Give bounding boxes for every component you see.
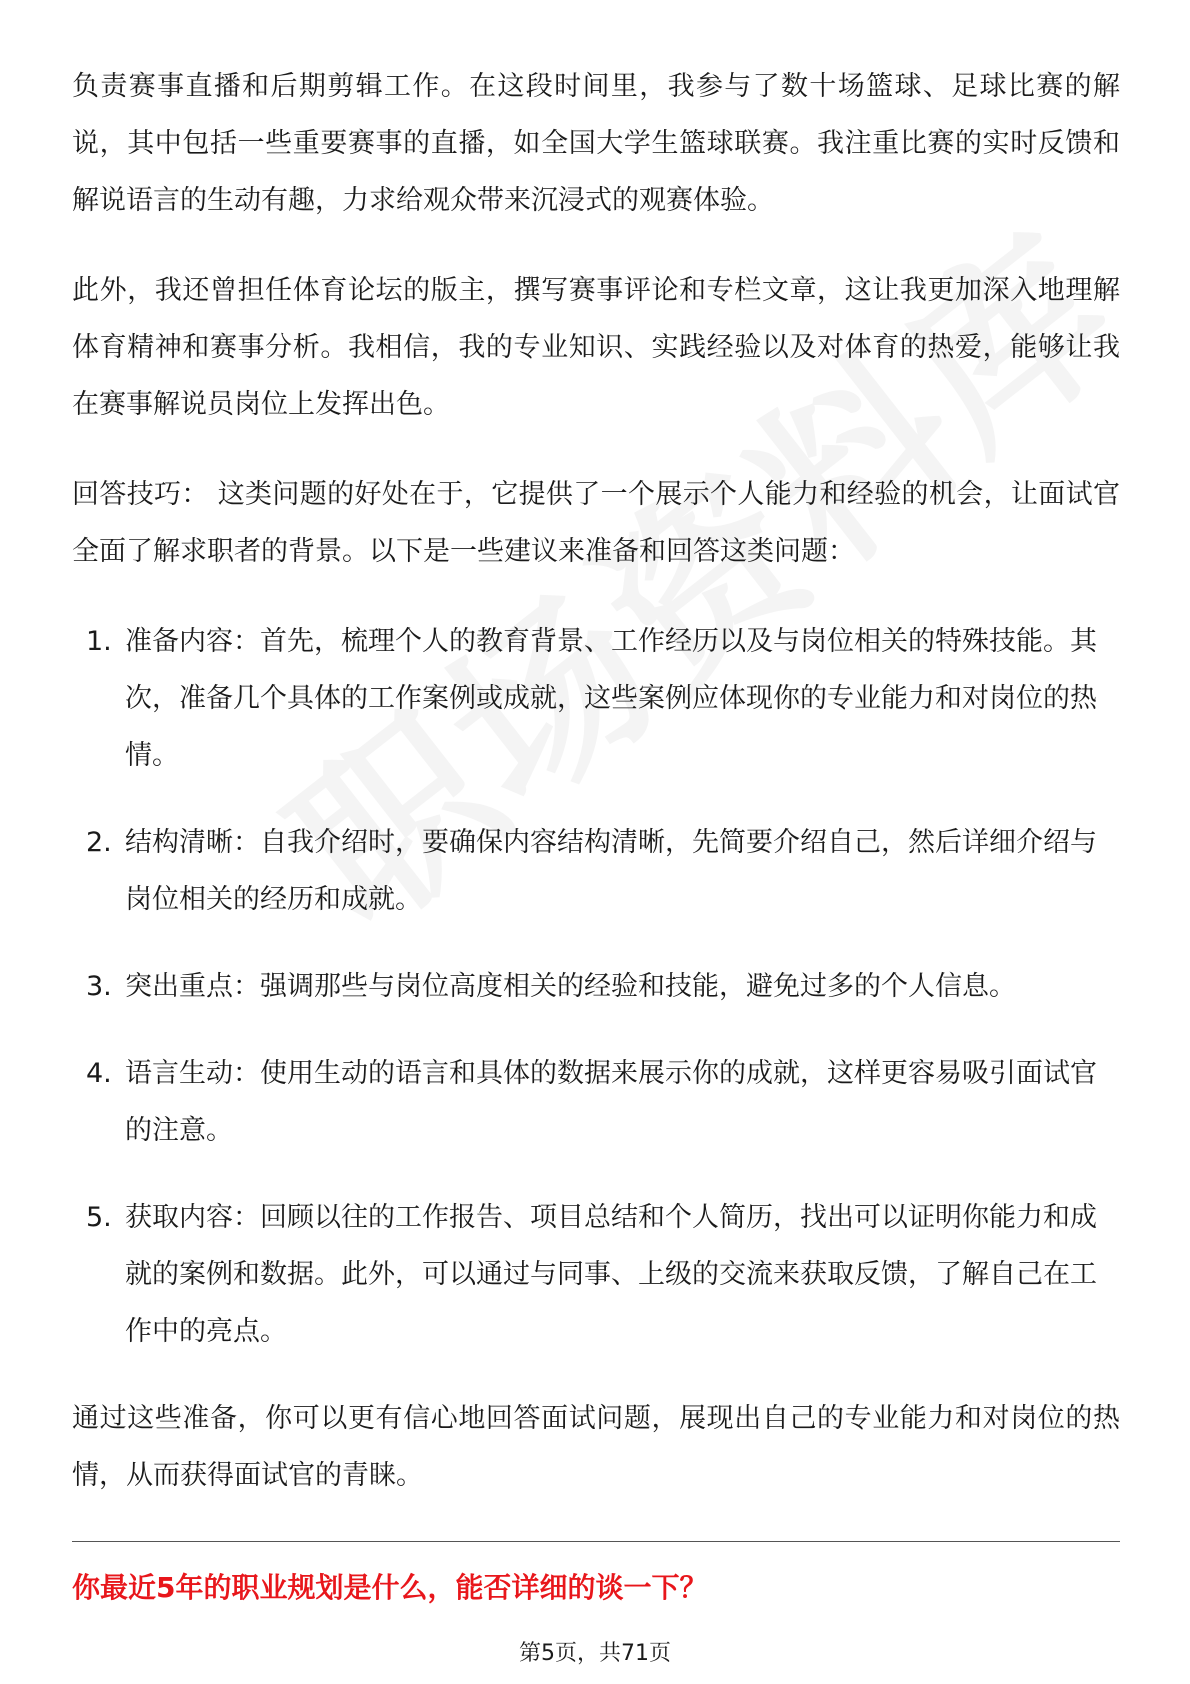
list-number: 2.: [86, 827, 112, 858]
next-question-heading: 你最近5年的职业规划是什么，能否详细的谈一下？: [72, 1571, 708, 1604]
page-content: [72, 58, 1120, 1537]
section-divider: [72, 1541, 1120, 1542]
paragraph-answer-tips: 回答技巧： 这类问题的好处在于，它提供了一个展示个人能力和经验的机会，让面试官全面了解求职者的背景。以下是一些建议来准备和回答这类问题：: [72, 479, 1120, 567]
list-item: [72, 1045, 1120, 1159]
paragraph-closing: 通过这些准备，你可以更有信心地回答面试问题，展现出自己的专业能力和对岗位的热情，从而获得面试官的青睐。: [72, 1403, 1120, 1491]
list-item: [72, 958, 1120, 1015]
list-number: 1.: [86, 626, 112, 657]
list-text: 结构清晰：自我介绍时，要确保内容结构清晰，先简要介绍自己，然后详细介绍与岗位相关的经历和成就。: [125, 827, 1097, 915]
list-text: 突出重点：强调那些与岗位高度相关的经验和技能，避免过多的个人信息。: [125, 971, 1016, 1002]
list-number: 4.: [86, 1058, 112, 1089]
tips-list: [72, 613, 1120, 1360]
list-number: 3.: [86, 971, 112, 1002]
list-number: 5.: [86, 1202, 112, 1233]
list-item: [72, 1189, 1120, 1360]
paragraph-forum: 此外，我还曾担任体育论坛的版主，撰写赛事评论和专栏文章，这让我更加深入地理解体育精神和赛事分析。我相信，我的专业知识、实践经验以及对体育的热爱，能够让我在赛事解说员岗位上发挥出色。: [72, 275, 1120, 420]
list-text: 获取内容：回顾以往的工作报告、项目总结和个人简历，找出可以证明你能力和成就的案例和数据。此外，可以通过与同事、上级的交流来获取反馈，了解自己在工作中的亮点。: [125, 1202, 1097, 1347]
list-text: 准备内容：首先，梳理个人的教育背景、工作经历以及与岗位相关的特殊技能。其次，准备几个具体的工作案例或成就，这些案例应体现你的专业能力和对岗位的热情。: [125, 626, 1097, 771]
page-footer: 第5页，共71页: [519, 1641, 671, 1666]
paragraph-experience: 负责赛事直播和后期剪辑工作。在这段时间里，我参与了数十场篮球、足球比赛的解说，其中包括一些重要赛事的直播，如全国大学生篮球联赛。我注重比赛的实时反馈和解说语言的生动有趣，力求给观众带来沉浸式的观赛体验。: [72, 71, 1120, 216]
list-text: 语言生动：使用生动的语言和具体的数据来展示你的成就，这样更容易吸引面试官的注意。: [125, 1058, 1097, 1146]
list-item: [72, 613, 1120, 784]
list-item: [72, 814, 1120, 928]
